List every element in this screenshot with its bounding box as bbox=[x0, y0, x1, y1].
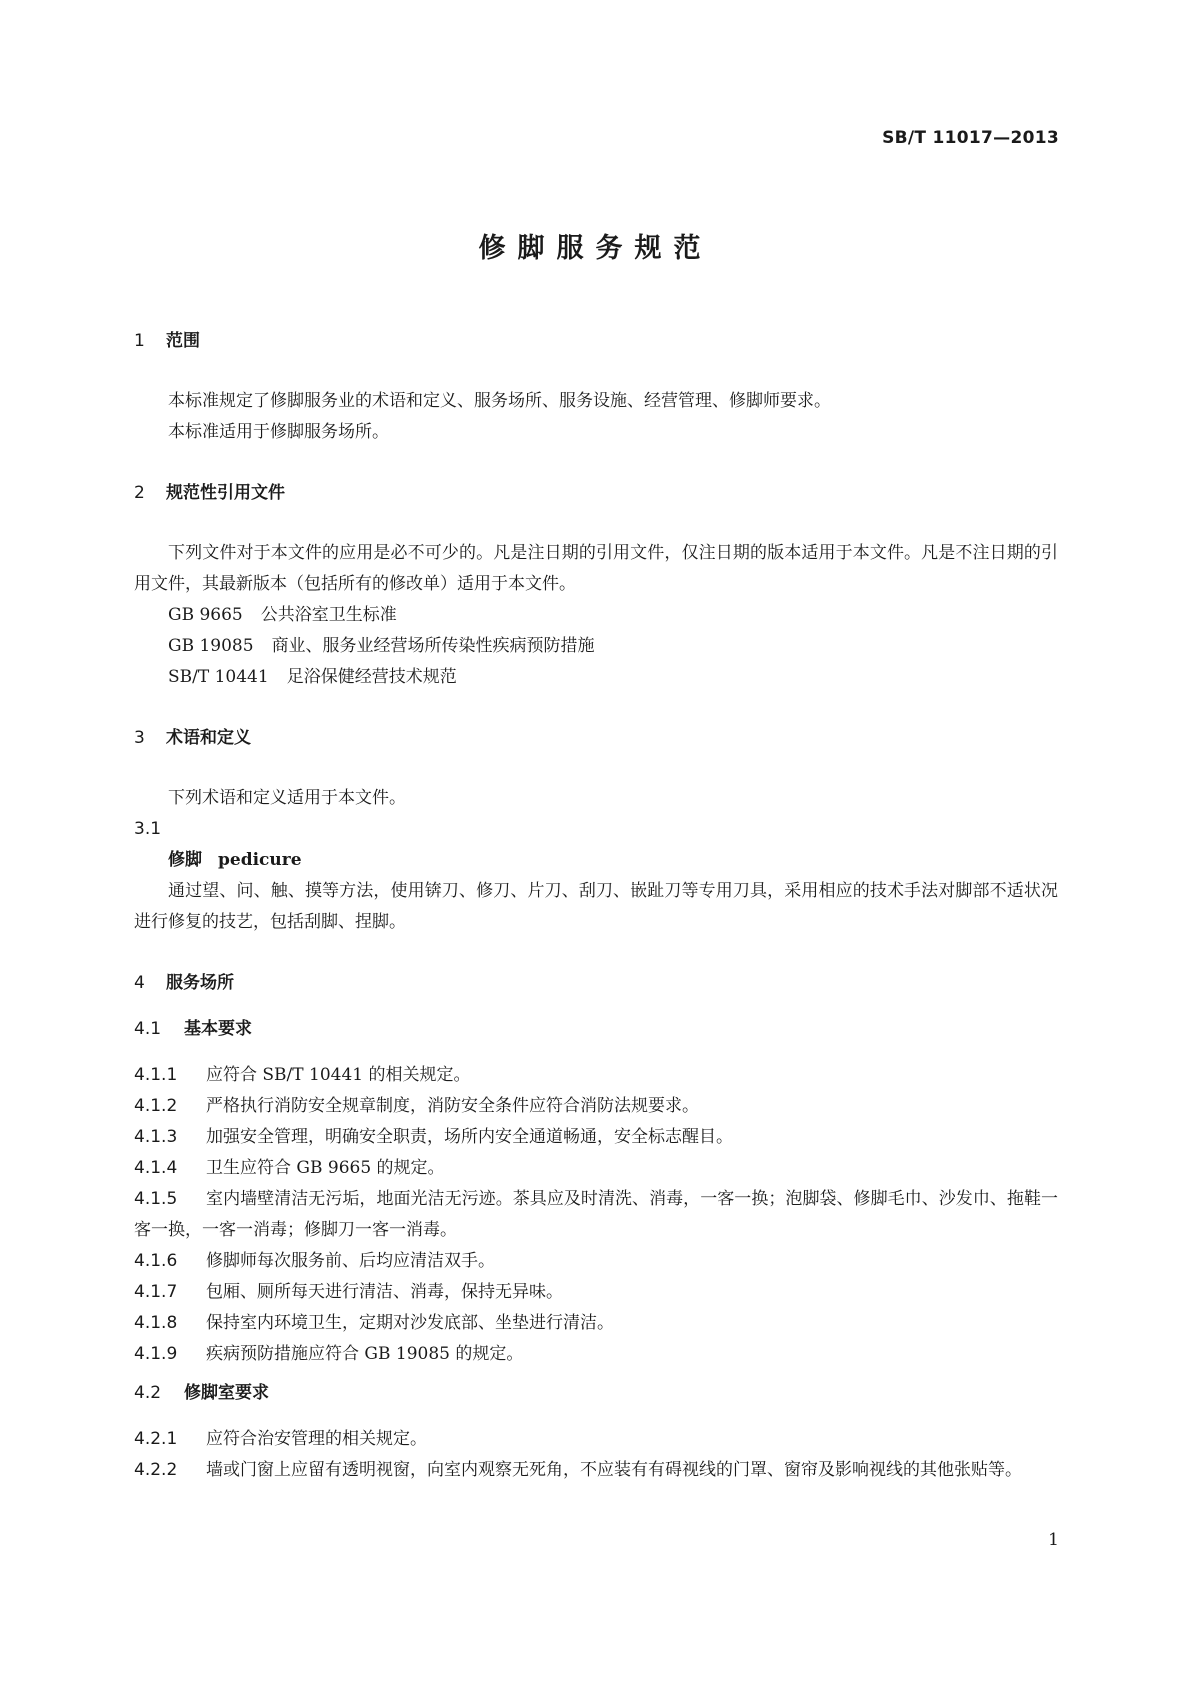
section-heading-3 bbox=[134, 723, 1058, 753]
document-code: SB/T 11017—2013 bbox=[882, 128, 1059, 148]
clause-text: 墙或门窗上应留有透明视窗，向室内观察无死角，不应装有有碍视线的门罩、窗帘及影响视线的其他张贴等。 bbox=[206, 1460, 1022, 1480]
clause-number: 4.1.4 bbox=[134, 1158, 178, 1178]
clause-number: 4.1.2 bbox=[134, 1096, 178, 1116]
clause-text: 卫生应符合 GB 9665 的规定。 bbox=[206, 1158, 445, 1178]
clause-number: 4.1.1 bbox=[134, 1065, 178, 1085]
clause bbox=[134, 1455, 1058, 1486]
reference-item bbox=[134, 662, 1058, 693]
clause-text: 保持室内环境卫生，定期对沙发底部、坐垫进行清洁。 bbox=[206, 1313, 614, 1333]
reference-name: 商业、服务业经营场所传染性疾病预防措施 bbox=[271, 636, 595, 656]
subsection-number: 4.2 bbox=[134, 1383, 162, 1403]
subsection-heading-4-2 bbox=[134, 1378, 1058, 1408]
paragraph: 本标准适用于修脚服务场所。 bbox=[168, 422, 389, 442]
section-number: 4 bbox=[134, 973, 145, 993]
term-number: 3.1 bbox=[134, 819, 162, 839]
reference-item bbox=[134, 631, 1058, 662]
section-title: 服务场所 bbox=[166, 973, 234, 993]
document-body bbox=[134, 326, 1058, 1486]
reference-name: 公共浴室卫生标准 bbox=[260, 605, 397, 625]
clause bbox=[134, 1339, 1058, 1370]
section-title: 范围 bbox=[166, 331, 200, 351]
clause-text: 疾病预防措施应符合 GB 19085 的规定。 bbox=[206, 1344, 524, 1364]
clause-text: 包厢、厕所每天进行清洁、消毒，保持无异味。 bbox=[206, 1282, 563, 1302]
clause-number: 4.1.5 bbox=[134, 1189, 178, 1209]
subsection-heading-4-1 bbox=[134, 1014, 1058, 1044]
clause-number: 4.1.8 bbox=[134, 1313, 178, 1333]
page-number: 1 bbox=[1048, 1530, 1059, 1550]
section-heading-2 bbox=[134, 478, 1058, 508]
clause-number: 4.1.6 bbox=[134, 1251, 178, 1271]
subsection-number: 4.1 bbox=[134, 1019, 162, 1039]
reference-code: GB 9665 bbox=[168, 605, 243, 625]
clause bbox=[134, 1184, 1058, 1246]
section-title: 规范性引用文件 bbox=[166, 483, 285, 503]
clause bbox=[134, 1091, 1058, 1122]
clause-text: 严格执行消防安全规章制度，消防安全条件应符合消防法规要求。 bbox=[206, 1096, 699, 1116]
section-number: 1 bbox=[134, 331, 145, 351]
section-number: 2 bbox=[134, 483, 145, 503]
document-title: 修脚服务规范 bbox=[478, 233, 713, 264]
reference-name: 足浴保健经营技术规范 bbox=[286, 667, 457, 687]
clause bbox=[134, 1122, 1058, 1153]
paragraph: 下列文件对于本文件的应用是必不可少的。凡是注日期的引用文件，仅注日期的版本适用于本文件。凡是不注日期的引用文件，其最新版本（包括所有的修改单）适用于本文件。 bbox=[134, 543, 1058, 594]
reference-item bbox=[134, 600, 1058, 631]
clause-number: 4.2.1 bbox=[134, 1429, 178, 1449]
clause-text: 加强安全管理，明确安全职责，场所内安全通道畅通，安全标志醒目。 bbox=[206, 1127, 733, 1147]
subsection-title: 修脚室要求 bbox=[184, 1383, 269, 1403]
clause-text: 应符合治安管理的相关规定。 bbox=[206, 1429, 427, 1449]
clause-number: 4.2.2 bbox=[134, 1460, 178, 1480]
clause bbox=[134, 1308, 1058, 1339]
term-name bbox=[134, 845, 1058, 876]
clause-text: 应符合 SB/T 10441 的相关规定。 bbox=[206, 1065, 471, 1085]
clause-text: 室内墙壁清洁无污垢，地面光洁无污迹。茶具应及时清洗、消毒，一客一换；泡脚袋、修脚毛巾、沙发巾、拖鞋一客一换，一客一消毒；修脚刀一客一消毒。 bbox=[134, 1189, 1058, 1240]
section-number: 3 bbox=[134, 728, 145, 748]
section-title: 术语和定义 bbox=[166, 728, 251, 748]
clause-number: 4.1.9 bbox=[134, 1344, 178, 1364]
subsection-title: 基本要求 bbox=[184, 1019, 252, 1039]
section-heading-4 bbox=[134, 968, 1058, 998]
clause-number: 4.1.7 bbox=[134, 1282, 178, 1302]
reference-code: GB 19085 bbox=[168, 636, 254, 656]
clause bbox=[134, 1246, 1058, 1277]
reference-code: SB/T 10441 bbox=[168, 667, 269, 687]
term-name-en: pedicure bbox=[218, 850, 302, 870]
clause bbox=[134, 1153, 1058, 1184]
term-name-cn: 修脚 bbox=[168, 850, 202, 870]
section-heading-1 bbox=[134, 326, 1058, 356]
paragraph: 本标准规定了修脚服务业的术语和定义、服务场所、服务设施、经营管理、修脚师要求。 bbox=[168, 391, 831, 411]
clause-text: 修脚师每次服务前、后均应清洁双手。 bbox=[206, 1251, 495, 1271]
clause bbox=[134, 1424, 1058, 1455]
paragraph: 下列术语和定义适用于本文件。 bbox=[168, 788, 406, 808]
clause bbox=[134, 1277, 1058, 1308]
clause-number: 4.1.3 bbox=[134, 1127, 178, 1147]
term-definition: 通过望、问、触、摸等方法，使用锛刀、修刀、片刀、刮刀、嵌趾刀等专用刀具，采用相应的技术手法对脚部不适状况进行修复的技艺，包括刮脚、捏脚。 bbox=[134, 881, 1058, 932]
clause bbox=[134, 1060, 1058, 1091]
